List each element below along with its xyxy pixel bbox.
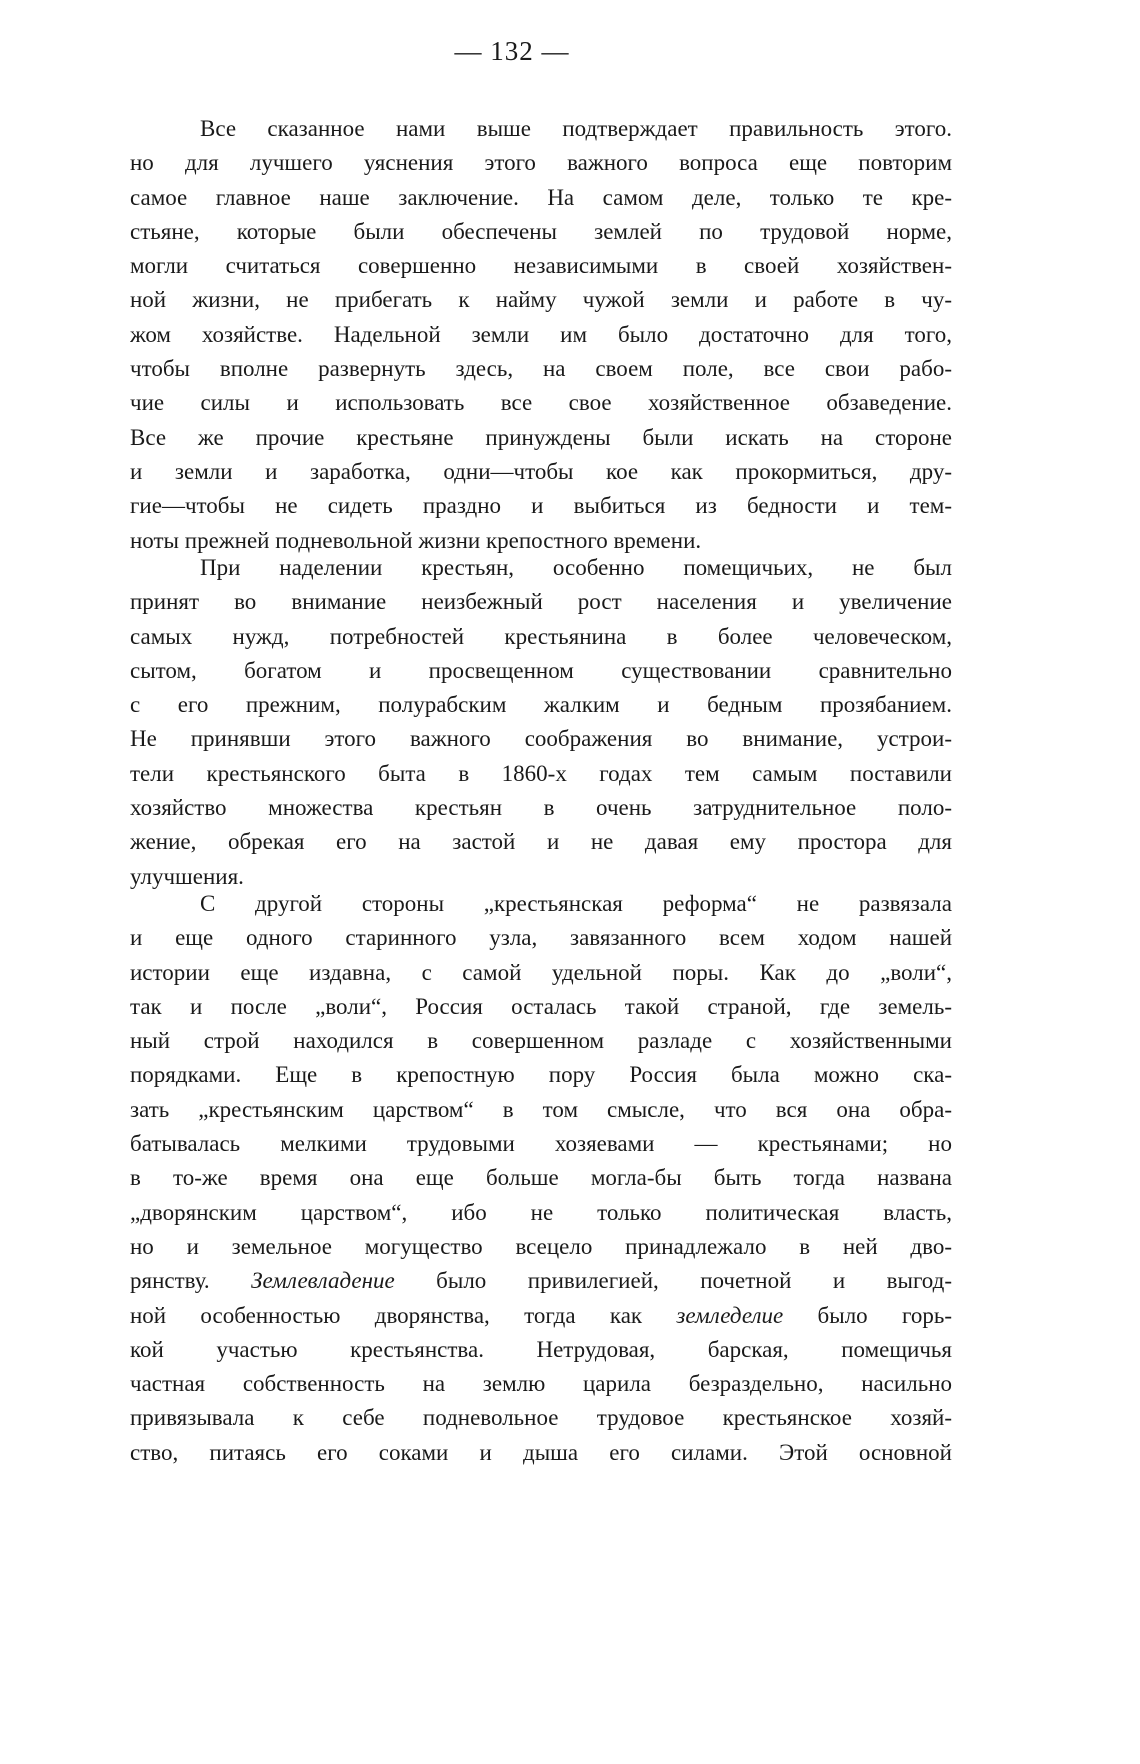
text-run: ной особенностью дворянства, тогда как [130, 1302, 677, 1328]
text-run: с его прежним, полурабским жалким и бедным прозябанием. [130, 692, 952, 718]
text-line [130, 757, 952, 791]
text-line [130, 1161, 952, 1195]
text-run: ство, питаясь его соками и дыша его силами. Этой основной [130, 1439, 952, 1465]
text-line [130, 1264, 952, 1298]
text-line [130, 181, 952, 215]
text-line [130, 1230, 952, 1264]
text-run: привязывала к себе подневольное трудовое крестьянское хозяй- [130, 1405, 952, 1431]
text-run: Все сказанное нами выше подтверждает правильность этого. [200, 116, 952, 141]
text-line [130, 887, 952, 921]
paragraph [130, 887, 952, 1470]
text-line [130, 654, 952, 688]
paragraph [130, 551, 952, 894]
text-line [130, 1401, 952, 1435]
page-number: — 132 — [454, 36, 570, 66]
text-line [130, 990, 952, 1024]
text-run: стьяне, которые были обеспечены землей по трудовой норме, [130, 218, 952, 244]
text-line [130, 249, 952, 283]
text-run: порядками. Еще в крепостную пору Россия была можно ска- [130, 1062, 952, 1088]
text-run: батывалась мелкими трудовыми хозяевами — крестьянами; но [130, 1131, 952, 1157]
text-line [130, 825, 952, 859]
text-line [130, 956, 952, 990]
emphasis-text: земледелие [676, 1302, 784, 1328]
text-line [130, 215, 952, 249]
text-line [130, 421, 952, 455]
text-line [130, 1299, 952, 1333]
text-line [130, 1127, 952, 1161]
text-run: истории еще издавна, с самой удельной поры. Как до „воли“, [130, 959, 952, 985]
text-run: рянству. [130, 1268, 252, 1294]
text-line [130, 921, 952, 955]
text-run: тели крестьянского быта в 1860-х годах тем самым поставили [130, 760, 952, 786]
text-line [130, 1093, 952, 1127]
text-run: гие—чтобы не сидеть праздно и выбиться из бедности и тем- [130, 493, 952, 519]
text-run: Не принявши этого важного соображения во внимание, устрои- [130, 726, 952, 752]
text-line [130, 791, 952, 825]
text-line [130, 722, 952, 756]
text-run: так и после „воли“, Россия осталась такой страной, где земель- [130, 993, 952, 1019]
text-run: могли считаться совершенно независимыми в своей хозяйствен- [130, 253, 952, 279]
text-run: частная собственность на землю царила безраздельно, насильно [130, 1371, 952, 1397]
text-run: но и земельное могущество всецело принадлежало в ней дво- [130, 1233, 952, 1259]
text-run: чие силы и использовать все свое хозяйственное обзаведение. [130, 390, 952, 416]
emphasis-text: Землевладение [251, 1268, 395, 1294]
text-run: кой участью крестьянства. Нетрудовая, барская, помещичья [130, 1336, 952, 1362]
text-line [130, 1367, 952, 1401]
text-line [130, 112, 952, 146]
text-line [130, 1058, 952, 1092]
text-line [130, 1196, 952, 1230]
text-run: жение, обрекая его на застой и не давая ему простора для [130, 829, 952, 855]
text-run: самых нужд, потребностей крестьянина в более человеческом, [130, 623, 952, 649]
text-run: ный строй находился в совершенном разладе с хозяйственными [130, 1028, 952, 1054]
text-run: самое главное наше заключение. На самом деле, только те кре- [130, 184, 952, 210]
text-run: чтобы вполне развернуть здесь, на своем поле, все свои рабо- [130, 356, 952, 382]
text-line [130, 455, 952, 489]
paragraph [130, 112, 952, 558]
text-run: было привилегией, почетной и выгод- [394, 1268, 952, 1294]
text-run: С другой стороны „крестьянская реформа“ не развязала [200, 891, 952, 916]
text-line [130, 146, 952, 180]
text-run: сытом, богатом и просвещенном существовании сравнительно [130, 657, 952, 683]
text-run: и земли и заработка, одни—чтобы кое как прокормиться, дру- [130, 458, 952, 484]
text-line [130, 688, 952, 722]
text-line [130, 1024, 952, 1058]
text-line [130, 352, 952, 386]
text-line [130, 620, 952, 654]
text-run: в то-же время она еще больше могла-бы быть тогда названа [130, 1165, 952, 1191]
text-line [130, 1333, 952, 1367]
text-line [130, 283, 952, 317]
text-run: Все же прочие крестьяне принуждены были искать на стороне [130, 424, 952, 450]
text-line [130, 318, 952, 352]
text-run: и еще одного старинного узла, завязанного всем ходом нашей [130, 925, 952, 951]
text-line [130, 585, 952, 619]
text-run: При наделении крестьян, особенно помещичьих, не был [200, 555, 952, 580]
text-run: жом хозяйстве. Надельной земли им было достаточно для того, [130, 321, 952, 347]
text-run: ноты прежней подневольной жизни крепостного времени. [130, 527, 702, 553]
text-run: улучшения. [130, 863, 244, 889]
text-line [130, 1436, 952, 1470]
text-run: но для лучшего уяснения этого важного вопроса еще повторим [130, 150, 952, 176]
text-line [130, 489, 952, 523]
text-run: хозяйство множества крестьян в очень затруднительное поло- [130, 795, 952, 821]
text-run: было горь- [783, 1302, 952, 1328]
text-line [130, 386, 952, 420]
text-run: ной жизни, не прибегать к найму чужой земли и работе в чу- [130, 287, 952, 313]
text-run: „дворянским царством“, ибо не только политическая власть, [130, 1199, 952, 1225]
text-run: принят во внимание неизбежный рост населения и увеличение [130, 589, 952, 615]
text-run: зать „крестьянским царством“ в том смысле, что вся она обра- [130, 1096, 952, 1122]
text-line [130, 551, 952, 585]
